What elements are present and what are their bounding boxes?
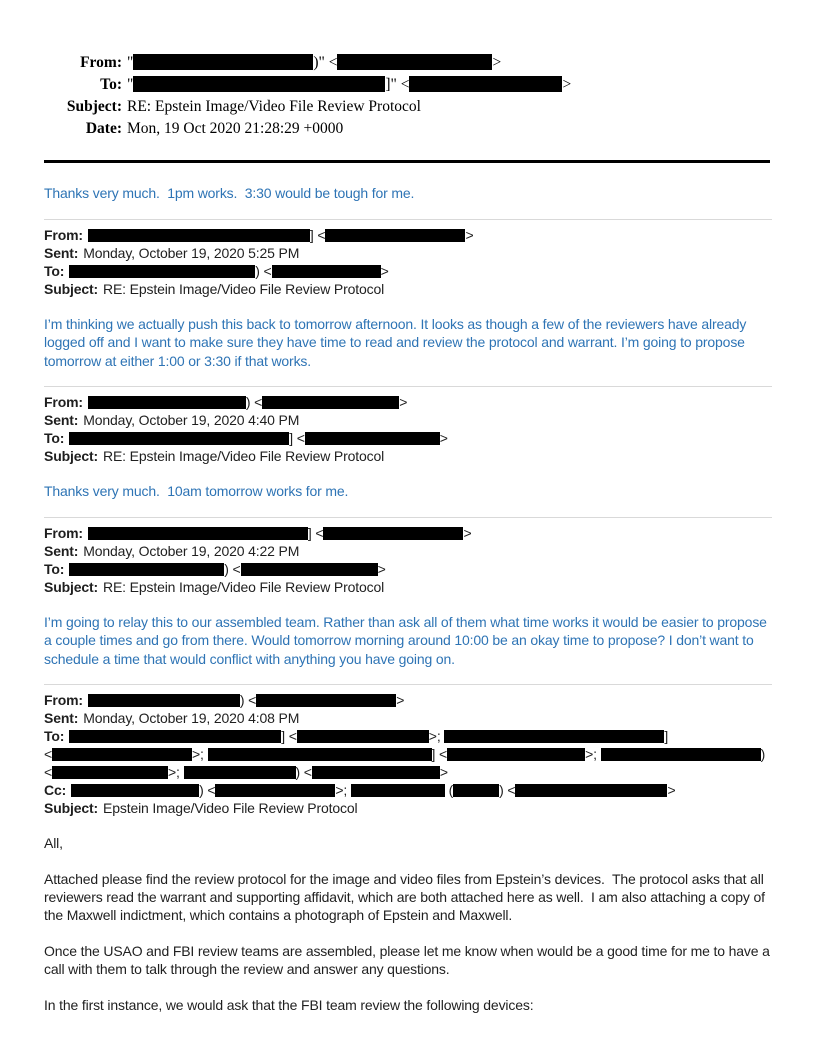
quoted-body-text: I’m thinking we actually push this back to tomorrow afternoon. It looks as though a few of the reviewers have already logged off and I want to make sure they have time to read and review the protocol and warrant. I’m going to propose tomorrow at either 1:00 or 3:30 if that works. — [44, 315, 751, 369]
redaction-bar — [447, 748, 585, 761]
redaction-bar — [444, 730, 664, 743]
redaction-bar — [88, 694, 240, 707]
redaction-bar — [69, 432, 289, 445]
address-separator-text: ] < — [431, 746, 448, 762]
quoted-cc-line — [44, 781, 772, 799]
address-separator-text: >; — [428, 728, 445, 744]
address-separator-text: ] < — [309, 226, 326, 243]
to-label: To: — [44, 728, 65, 744]
redaction-bar — [453, 784, 499, 797]
redaction-bar — [69, 730, 281, 743]
quoted-body-text: Thanks very much. 10am tomorrow works for me. — [44, 483, 349, 499]
address-separator-text: > — [492, 54, 502, 71]
redaction-bar — [69, 265, 255, 278]
header-from-row — [44, 52, 772, 74]
quoted-sent-line — [44, 709, 772, 727]
address-separator-text: > — [377, 560, 386, 577]
address-separator-text: > — [667, 782, 676, 798]
redaction-bar — [52, 766, 168, 779]
address-separator-text: >; — [335, 782, 351, 798]
redaction-bar — [215, 784, 335, 797]
redaction-bar — [133, 76, 385, 92]
redaction-bar — [312, 766, 440, 779]
message-header — [44, 52, 772, 140]
date-value: Mon, 19 Oct 2020 21:28:29 +0000 — [127, 120, 344, 137]
address-separator-text: " — [127, 54, 134, 71]
address-separator-text: ] < — [307, 524, 324, 541]
redaction-bar — [297, 730, 429, 743]
subject-label: Subject: — [44, 578, 99, 595]
from-label: From: — [80, 54, 122, 71]
quoted-to-line — [44, 262, 772, 280]
header-subject-row — [44, 96, 772, 118]
from-value — [127, 52, 501, 74]
subject-value: RE: Epstein Image/Video File Review Protocol — [103, 578, 385, 595]
redaction-bar — [515, 784, 667, 797]
to-label: To: — [100, 76, 122, 93]
quoted-to-line-continued — [44, 763, 772, 781]
sent-label: Sent: — [44, 710, 79, 726]
quoted-to-line — [44, 560, 772, 578]
sent-value: Monday, October 19, 2020 4:22 PM — [83, 542, 300, 559]
address-separator-text: )" < — [313, 54, 338, 71]
address-separator-text: ] — [664, 728, 669, 744]
quoted-email-4 — [44, 684, 772, 1014]
from-label: From: — [44, 524, 83, 541]
subject-label: Subject: — [66, 98, 122, 115]
to-value — [69, 561, 385, 577]
body-paragraph-call: Once the USAO and FBI review teams are assembled, please let me know when would be a good time for me to have a call with them to talk through the review and answer any questions. — [44, 943, 774, 977]
address-separator-text: ) < — [224, 560, 241, 577]
to-value-line2 — [44, 746, 765, 762]
quoted-from-line — [44, 393, 772, 411]
address-separator-text: > — [439, 764, 448, 780]
redaction-bar — [337, 54, 492, 70]
date-label: Date: — [85, 120, 122, 137]
sent-label: Sent: — [44, 412, 79, 428]
redaction-bar — [71, 784, 199, 797]
address-separator-text: ( — [444, 782, 454, 798]
original-message-body — [44, 834, 772, 1014]
redaction-bar — [256, 694, 396, 707]
redaction-bar — [305, 432, 440, 445]
quoted-email-1 — [44, 219, 772, 371]
quoted-subject-line — [44, 578, 772, 596]
to-label: To: — [44, 560, 65, 577]
address-separator-text: ) — [760, 746, 766, 762]
from-label: From: — [44, 394, 83, 410]
quoted-body-text: I’m going to relay this to our assembled team. Rather than ask all of them what time works it would be easier to propose a couple times and go from there. Would tomorrow morning around 10:00 be an okay time to propose? I don’t want to schedule a time that would conflict with anything you have going on. — [44, 613, 771, 667]
cc-label: Cc: — [44, 782, 67, 798]
address-separator-text: < — [44, 746, 53, 762]
quoted-email-3 — [44, 517, 772, 669]
address-separator-text: ) < — [199, 782, 216, 798]
sent-label: Sent: — [44, 244, 79, 261]
redaction-bar — [133, 54, 313, 70]
quoted-from-line — [44, 524, 772, 542]
from-value — [88, 692, 404, 708]
redaction-bar — [69, 563, 224, 576]
redaction-bar — [208, 748, 432, 761]
quoted-to-line — [44, 727, 772, 745]
redaction-bar — [262, 396, 399, 409]
subject-label: Subject: — [44, 448, 99, 464]
to-value-line3 — [44, 764, 448, 780]
to-value — [69, 263, 388, 279]
address-separator-text: >; — [192, 746, 208, 762]
body-paragraph-devices: In the first instance, we would ask that the FBI team review the following devices: — [44, 997, 534, 1013]
address-separator-text: ) < — [499, 782, 516, 798]
subject-value: RE: Epstein Image/Video File Review Protocol — [127, 98, 421, 115]
address-separator-text: > — [463, 524, 472, 541]
subject-value: Epstein Image/Video File Review Protocol — [103, 800, 358, 816]
quoted-sent-line — [44, 542, 772, 560]
header-date-row — [44, 118, 772, 140]
redaction-bar — [325, 229, 465, 242]
from-value — [88, 394, 407, 410]
address-separator-text: < — [44, 764, 53, 780]
address-separator-text: > — [396, 692, 405, 708]
redaction-bar — [272, 265, 381, 278]
redaction-bar — [88, 396, 246, 409]
address-separator-text: > — [439, 430, 448, 446]
quoted-subject-line — [44, 799, 772, 817]
quoted-subject-line — [44, 280, 772, 298]
redaction-bar — [52, 748, 192, 761]
redaction-bar — [241, 563, 378, 576]
quoted-subject-line — [44, 447, 772, 465]
address-separator-text: ) < — [239, 692, 257, 708]
subject-label: Subject: — [44, 280, 99, 297]
redaction-bar — [323, 527, 463, 540]
cc-value — [71, 782, 675, 798]
sent-value: Monday, October 19, 2020 4:08 PM — [83, 710, 300, 726]
header-separator-rule — [44, 160, 770, 163]
sent-value: Monday, October 19, 2020 4:40 PM — [83, 412, 300, 428]
body-paragraph-greeting: All, — [44, 835, 63, 851]
subject-value: RE: Epstein Image/Video File Review Protocol — [103, 280, 385, 297]
address-separator-text: ) < — [245, 394, 263, 410]
address-separator-text: > — [562, 76, 572, 93]
from-label: From: — [44, 226, 83, 243]
address-separator-text: ] < — [281, 728, 297, 744]
from-value — [88, 525, 472, 541]
address-separator-text: ) < — [255, 262, 272, 279]
quoted-to-line — [44, 429, 772, 447]
sent-value: Monday, October 19, 2020 5:25 PM — [83, 244, 300, 261]
sent-label: Sent: — [44, 542, 79, 559]
to-value-line1 — [69, 728, 668, 744]
quoted-sent-line — [44, 411, 772, 429]
address-separator-text: ) < — [295, 764, 312, 780]
quoted-sent-line — [44, 244, 772, 262]
reply-text: Thanks very much. 1pm works. 3:30 would be tough for me. — [44, 185, 415, 201]
redaction-bar — [184, 766, 296, 779]
address-separator-text: >; — [168, 764, 184, 780]
quoted-from-line — [44, 691, 772, 709]
address-separator-text: ] < — [289, 430, 305, 446]
redaction-bar — [409, 76, 562, 92]
redaction-bar — [88, 527, 308, 540]
subject-value: RE: Epstein Image/Video File Review Protocol — [103, 448, 385, 464]
from-value — [88, 227, 474, 243]
to-label: To: — [44, 262, 65, 279]
redaction-bar — [601, 748, 761, 761]
header-to-row — [44, 74, 772, 96]
quoted-to-line-continued — [44, 745, 772, 763]
to-label: To: — [44, 430, 65, 446]
to-value — [69, 430, 448, 446]
to-value — [127, 74, 571, 96]
quoted-email-2 — [44, 386, 772, 501]
address-separator-text: >; — [585, 746, 601, 762]
address-separator-text: > — [399, 394, 408, 410]
address-separator-text: " — [127, 76, 134, 93]
address-separator-text: > — [465, 226, 474, 243]
address-separator-text: ]" < — [385, 76, 410, 93]
redaction-bar — [351, 784, 445, 797]
address-separator-text: > — [380, 262, 389, 279]
from-label: From: — [44, 692, 83, 708]
quoted-from-line — [44, 226, 772, 244]
redaction-bar — [88, 229, 310, 242]
subject-label: Subject: — [44, 800, 99, 816]
body-paragraph-attachments: Attached please find the review protocol for the image and video files from Epstein’s devices. The protocol asks that all reviewers read the warrant and supporting affidavit, which are both attached here as well. I am also attaching a copy of the Maxwell indictment, which contains a photograph of Epstein and Maxwell. — [44, 871, 769, 923]
